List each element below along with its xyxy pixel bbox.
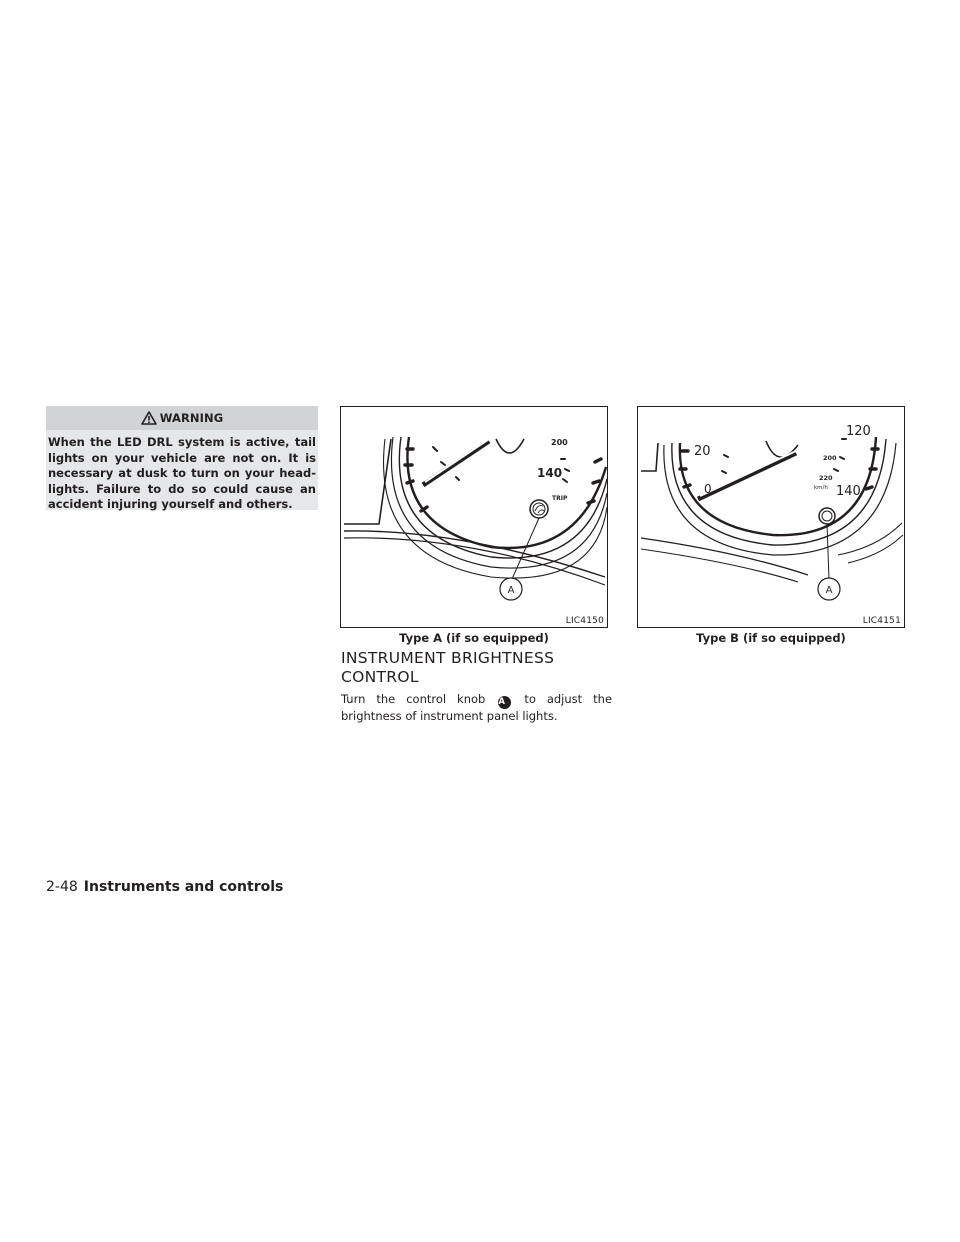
figure-caption-type-a: Type A (if so equipped) [399, 631, 549, 645]
gauge-label-220: 220 [819, 474, 833, 482]
gauge-label-200: 200 [823, 454, 837, 462]
brightness-knob [819, 508, 835, 524]
gauge-label-140: 140 [836, 484, 861, 499]
warning-box [46, 406, 318, 510]
gauge-label-kmh: km/h [814, 485, 828, 491]
figure-type-b [637, 406, 905, 628]
warning-text: When the LED DRL system is active, tail lights on your vehicle are not on. It is necessary at dusk to turn on your head-lights. Failure to do so could cause an accident injuring yourself and others. [48, 435, 316, 511]
figure-code: LIC4151 [862, 616, 901, 626]
warning-header [46, 406, 318, 430]
page-footer [46, 879, 283, 895]
figure-type-a [340, 406, 608, 628]
gauge-label-0: 0 [704, 482, 712, 496]
gauge-label-140: 140 [537, 466, 563, 480]
gauge-label-200: 200 [551, 438, 568, 447]
section-body [341, 692, 612, 725]
gauge-illustration-type-b [638, 407, 904, 627]
gauge-label-trip: TRIP [552, 495, 568, 502]
figure-code: LIC4150 [565, 616, 604, 626]
warning-triangle-icon [141, 411, 157, 425]
body-text-start: Turn the control knob [341, 692, 486, 706]
warning-title: WARNING [159, 411, 224, 425]
section-title: INSTRUMENT BRIGHTNESS CONTROL [341, 649, 555, 686]
gauge-label-120: 120 [846, 424, 871, 439]
body-text-end: to adjust the brightness of instrument panel lights. [341, 692, 613, 723]
callout-a: A [825, 585, 833, 596]
page-number: 2-48 [46, 879, 78, 895]
figure-caption-type-b: Type B (if so equipped) [696, 631, 846, 645]
gauge-illustration-type-a [341, 407, 607, 627]
footer-section-title: Instruments and controls [83, 879, 284, 895]
callout-a: A [507, 585, 515, 596]
callout-a-inline: A [498, 696, 511, 709]
gauge-label-20: 20 [694, 444, 711, 459]
